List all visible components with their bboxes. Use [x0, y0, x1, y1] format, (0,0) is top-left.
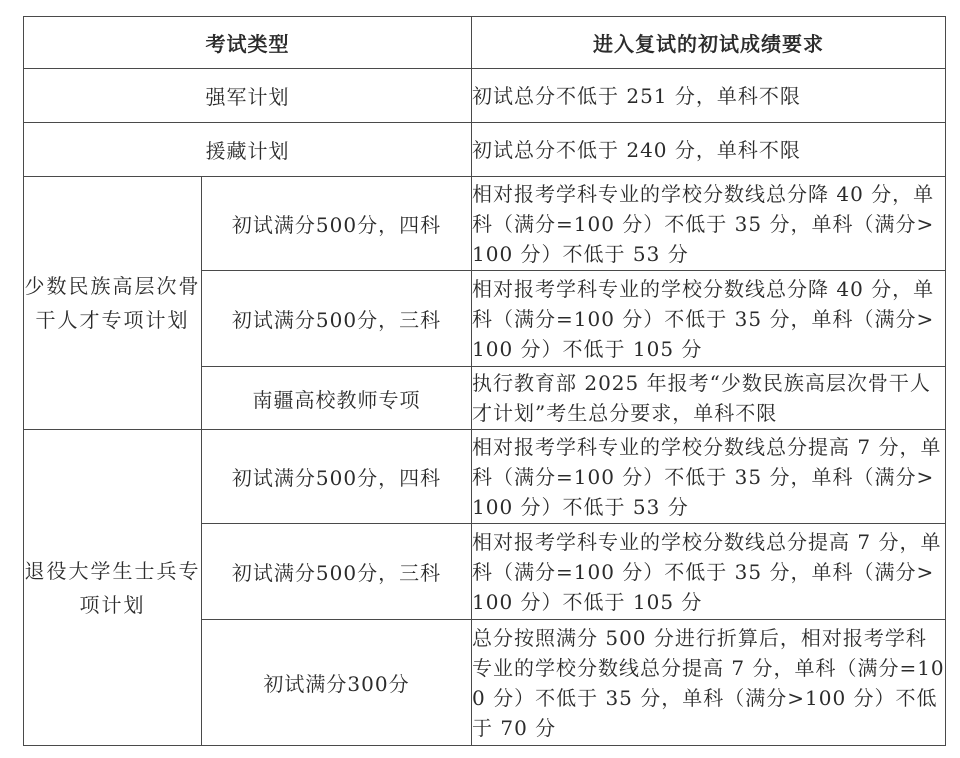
exam-type-cell: 初试满分500分，三科 — [202, 524, 472, 620]
exam-type-cell: 强军计划 — [24, 69, 472, 123]
exam-type-cell: 南疆高校教师专项 — [202, 367, 472, 430]
table-row — [24, 123, 946, 177]
header-exam-type: 考试类型 — [24, 17, 472, 69]
exam-type-cell: 初试满分300分 — [202, 620, 472, 746]
requirement-cell: 执行教育部 2025 年报考“少数民族高层次骨干人才计划”考生总分要求，单科不限 — [472, 367, 946, 430]
requirement-cell: 相对报考学科专业的学校分数线总分提高 7 分，单科（满分=100 分）不低于 35 分，单科（满分>100 分）不低于 53 分 — [472, 430, 946, 524]
requirement-cell: 相对报考学科专业的学校分数线总分提高 7 分，单科（满分=100 分）不低于 35 分，单科（满分>100 分）不低于 105 分 — [472, 524, 946, 620]
requirement-cell: 相对报考学科专业的学校分数线总分降 40 分，单科（满分=100 分）不低于 35 分，单科（满分>100 分）不低于 53 分 — [472, 177, 946, 271]
group-cell-veterans: 退役大学生士兵专项计划 — [24, 430, 202, 746]
requirement-cell: 相对报考学科专业的学校分数线总分降 40 分，单科（满分=100 分）不低于 35 分，单科（满分>100 分）不低于 105 分 — [472, 271, 946, 367]
exam-type-cell: 初试满分500分，三科 — [202, 271, 472, 367]
requirements-table — [23, 16, 946, 746]
requirement-cell: 初试总分不低于 251 分，单科不限 — [472, 69, 946, 123]
exam-type-cell: 援藏计划 — [24, 123, 472, 177]
table-row — [24, 177, 946, 271]
header-requirement: 进入复试的初试成绩要求 — [472, 17, 946, 69]
requirement-cell: 初试总分不低于 240 分，单科不限 — [472, 123, 946, 177]
table-row — [24, 430, 946, 524]
table-row — [24, 69, 946, 123]
requirement-cell: 总分按照满分 500 分进行折算后，相对报考学科专业的学校分数线总分提高 7 分，单科（满分=100 分）不低于 35 分，单科（满分>100 分）不低于 70 分 — [472, 620, 946, 746]
group-cell-minority: 少数民族高层次骨干人才专项计划 — [24, 177, 202, 430]
requirements-table-wrapper — [23, 16, 946, 746]
exam-type-cell: 初试满分500分，四科 — [202, 177, 472, 271]
exam-type-cell: 初试满分500分，四科 — [202, 430, 472, 524]
header-row — [24, 17, 946, 69]
